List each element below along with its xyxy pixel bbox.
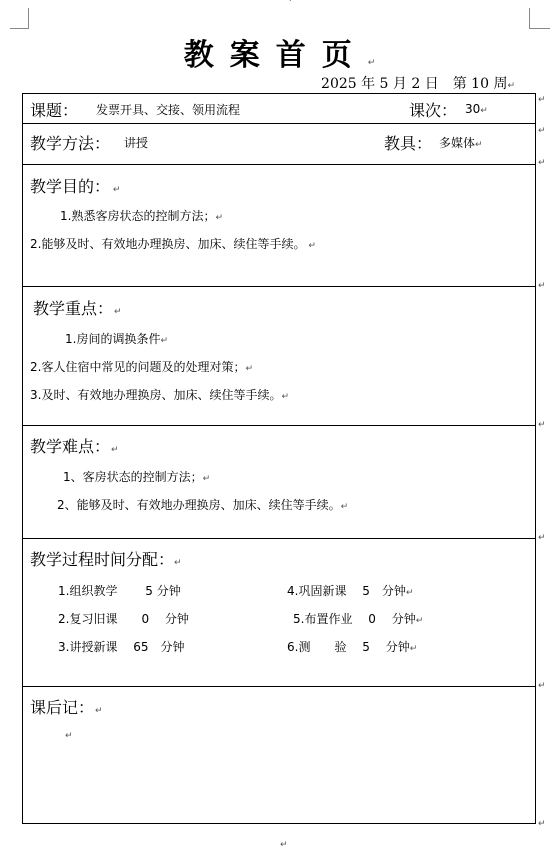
- key-point-item-text: 2.客人住宿中常见的问题及的处理对策；: [30, 360, 246, 374]
- empty-paragraph-mark: ↵: [65, 731, 73, 741]
- paragraph-mark: ↵: [110, 185, 121, 195]
- paragraph-mark: ↵: [367, 58, 376, 68]
- topic-row: [23, 94, 535, 124]
- lesson-plan-table: [22, 93, 536, 824]
- time-item-text: 5.布置作业 0 分钟: [293, 612, 416, 626]
- tools-text: 多媒体: [439, 136, 476, 150]
- paragraph-mark: ↵: [480, 106, 488, 116]
- objectives-section: [23, 165, 535, 287]
- objectives-heading: [30, 174, 120, 197]
- row-end-marker: ↵: [538, 126, 546, 136]
- row-end-marker: ↵: [538, 281, 546, 291]
- notes-heading: [30, 695, 103, 718]
- objective-item-text: 1.熟悉客房状态的控制方法；: [60, 209, 216, 223]
- paragraph-mark: ↵: [415, 616, 424, 626]
- date-text: 2025 年 5 月 2 日 第 10 周: [321, 76, 508, 92]
- tools-value: [439, 134, 483, 151]
- paragraph-mark: ↵: [305, 241, 316, 251]
- time-item: 3.讲授新课 65 分钟: [58, 640, 185, 654]
- objective-item: [60, 207, 223, 224]
- method-label: 教学方法：: [30, 134, 111, 153]
- session-value: [465, 102, 488, 116]
- time-allocation-section: [23, 539, 535, 687]
- key-points-heading: [33, 296, 122, 319]
- objectives-heading-text: 教学目的：: [30, 177, 111, 196]
- paragraph-mark: ↵: [174, 558, 182, 568]
- row-end-marker: ↵: [538, 533, 546, 543]
- objective-item-text: 2.能够及时、有效地办理换房、加床、续住等手续。: [30, 237, 306, 251]
- page-corner-top-left: [10, 8, 29, 29]
- row-end-marker: ↵: [538, 95, 546, 105]
- method-value: 讲授: [124, 136, 149, 150]
- key-points-section: [23, 287, 535, 426]
- session-label: 课次：: [409, 101, 458, 120]
- difficulties-heading: [30, 434, 119, 457]
- key-point-item-text: 3.及时、有效地办理换房、加床、续住等手续。: [30, 388, 282, 402]
- key-point-item: [30, 358, 253, 375]
- difficulty-item: [63, 468, 210, 485]
- paragraph-mark: ↵: [160, 336, 168, 346]
- top-paragraph-mark: ˙: [288, 0, 293, 10]
- topic-value: 发票开具、交接、领用流程: [96, 103, 241, 117]
- paragraph-mark: ↵: [105, 307, 122, 317]
- key-points-heading-text: 教学重点：: [33, 299, 106, 318]
- time-item: 2.复习旧课 0 分钟: [58, 612, 189, 626]
- difficulty-item-text: 1、客房状态的控制方法；: [63, 470, 203, 484]
- difficulty-item: [57, 496, 348, 513]
- paragraph-mark: ↵: [281, 392, 289, 402]
- date-line: [321, 73, 515, 93]
- page-corner-top-right: [529, 8, 550, 29]
- page-title-text: 教案首页: [183, 38, 368, 73]
- paragraph-mark: ↵: [245, 364, 253, 374]
- bottom-paragraph-mark: ↵: [280, 840, 288, 850]
- difficulties-heading-text: 教学难点：: [30, 437, 103, 456]
- paragraph-mark: ↵: [405, 588, 414, 598]
- key-point-item: [65, 330, 168, 347]
- row-end-marker: ↵: [538, 420, 546, 430]
- key-point-item-text: 1.房间的调换条件: [65, 332, 161, 346]
- time-item: [287, 638, 417, 655]
- paragraph-mark: ↵: [202, 474, 211, 484]
- row-end-marker: ↵: [538, 819, 546, 829]
- paragraph-mark: ↵: [409, 644, 418, 654]
- time-allocation-heading-text: 教学过程时间分配：: [30, 550, 175, 569]
- time-item-text: 4.巩固新课 5 分钟: [287, 584, 406, 598]
- paragraph-mark: ↵: [340, 502, 349, 512]
- paragraph-mark: ↵: [507, 81, 515, 91]
- paragraph-mark: ↵: [215, 213, 223, 223]
- method-row: [23, 124, 535, 165]
- time-item-text: 6.测 验 5 分钟: [287, 640, 410, 654]
- session-number: 30: [465, 102, 481, 116]
- topic-label: 课题：: [30, 101, 79, 120]
- notes-heading-text: 课后记：: [30, 698, 87, 717]
- paragraph-mark: ↵: [102, 445, 119, 455]
- page-title: [0, 30, 559, 74]
- time-item: 1.组织教学 5 分钟: [58, 584, 181, 598]
- row-end-marker: ↵: [538, 681, 546, 691]
- time-item: [293, 610, 423, 627]
- time-allocation-heading: [30, 547, 182, 570]
- after-class-notes-section: [23, 687, 535, 823]
- paragraph-mark: ↵: [475, 140, 483, 150]
- difficulty-item-text: 2、能够及时、有效地办理换房、加床、续住等手续。: [57, 498, 341, 512]
- time-item: [287, 582, 413, 599]
- objective-item: [30, 235, 316, 252]
- tools-label: 教具：: [384, 134, 433, 153]
- key-point-item: [30, 386, 289, 403]
- difficulties-section: [23, 426, 535, 539]
- row-end-marker: ↵: [538, 158, 546, 168]
- paragraph-mark: ↵: [86, 706, 103, 716]
